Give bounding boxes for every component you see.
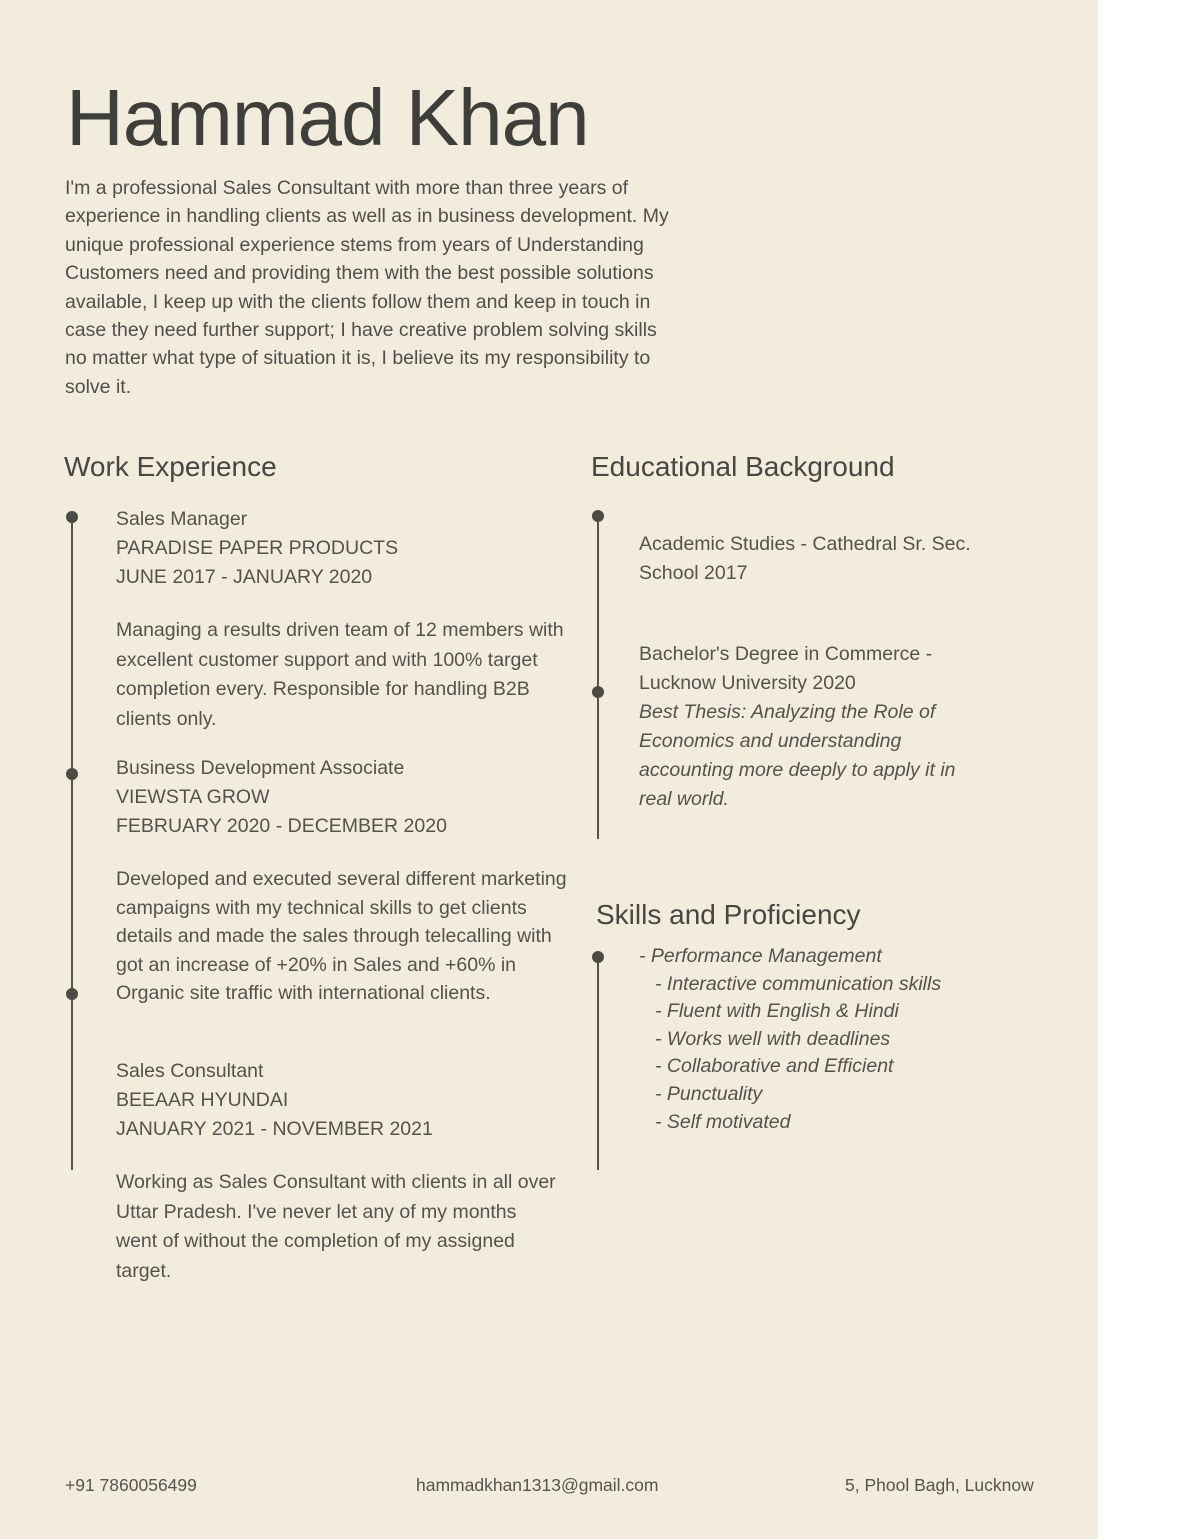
work-experience-heading: Work Experience	[64, 451, 277, 482]
education-title: Bachelor's Degree in Commerce -	[639, 643, 933, 665]
timeline-dot	[592, 686, 604, 698]
job-description: Managing a results driven team of 12 members with excellent customer support and with 100% target completion every. Responsible for handling B2B clients only.	[116, 619, 564, 730]
timeline-dot	[592, 510, 604, 522]
timeline-dot	[592, 951, 604, 963]
education-item	[639, 640, 932, 698]
skill-item: - Collaborative and Efficient	[655, 1055, 894, 1078]
skill-item: - Performance Management	[639, 945, 882, 967]
education-title: Academic Studies - Cathedral Sr. Sec.	[639, 533, 971, 555]
job-description: Working as Sales Consultant with clients in all over Uttar Pradesh. I've never let any of my months went of without the completion of my assigned target.	[116, 1171, 556, 1282]
job-title: Business Development Associate	[116, 757, 405, 779]
job-dates: FEBRUARY 2020 - DECEMBER 2020	[116, 815, 447, 837]
job-dates: JUNE 2017 - JANUARY 2020	[116, 566, 373, 588]
skill-item: - Self motivated	[655, 1110, 791, 1133]
thesis-note: Best Thesis: Analyzing the Role of Economics and understanding accounting more deeply to apply it in real world.	[639, 701, 956, 810]
skill-item: - Interactive communication skills	[655, 972, 942, 995]
timeline-dot	[66, 988, 78, 1000]
job-title: Sales Consultant	[116, 1060, 264, 1082]
skill-item: - Works well with deadlines	[655, 1027, 891, 1050]
phone-number: +91 7860056499	[65, 1475, 197, 1495]
candidate-name: Hammad Khan	[66, 73, 589, 162]
job-company: VIEWSTA GROW	[116, 786, 270, 808]
skill-item: - Fluent with English & Hindi	[655, 1000, 899, 1023]
job-header	[116, 505, 398, 592]
email-address: hammadkhan1313@gmail.com	[416, 1475, 659, 1495]
job-header	[116, 1057, 433, 1144]
education-detail: School 2017	[639, 562, 748, 584]
job-dates: JANUARY 2021 - NOVEMBER 2021	[116, 1118, 433, 1140]
education-item	[639, 530, 971, 588]
education-detail: Lucknow University 2020	[639, 672, 856, 694]
education-heading: Educational Background	[591, 451, 895, 482]
job-company: BEEAAR HYUNDAI	[116, 1089, 289, 1111]
skills-timeline-line	[597, 957, 599, 1170]
job-description: Developed and executed several different marketing campaigns with my technical skills to get clients details and made the sales through telecalling with got an increase of +20% in Sales and +60% in Organic site traffic with international clients.	[116, 868, 567, 1005]
job-header	[116, 754, 447, 841]
skill-item: - Punctuality	[655, 1082, 763, 1105]
timeline-dot	[66, 511, 78, 523]
skills-heading: Skills and Proficiency	[596, 899, 861, 930]
education-timeline-line	[597, 516, 599, 839]
job-company: PARADISE PAPER PRODUCTS	[116, 537, 399, 559]
timeline-dot	[66, 768, 78, 780]
profile-summary: I'm a professional Sales Consultant with more than three years of experience in handling clients as well as in business development. My unique professional experience stems from years of Understanding Customers need and providing them with the best possible solutions available, I keep up with the clients follow them and keep in touch in case they need further support; I have creative problem solving skills no matter what type of situation it is, I believe its my responsibility to solve it.	[65, 177, 669, 398]
job-title: Sales Manager	[116, 508, 248, 530]
skills-list	[639, 943, 941, 1136]
postal-address: 5, Phool Bagh, Lucknow	[845, 1475, 1034, 1495]
work-timeline-line	[71, 517, 73, 1170]
